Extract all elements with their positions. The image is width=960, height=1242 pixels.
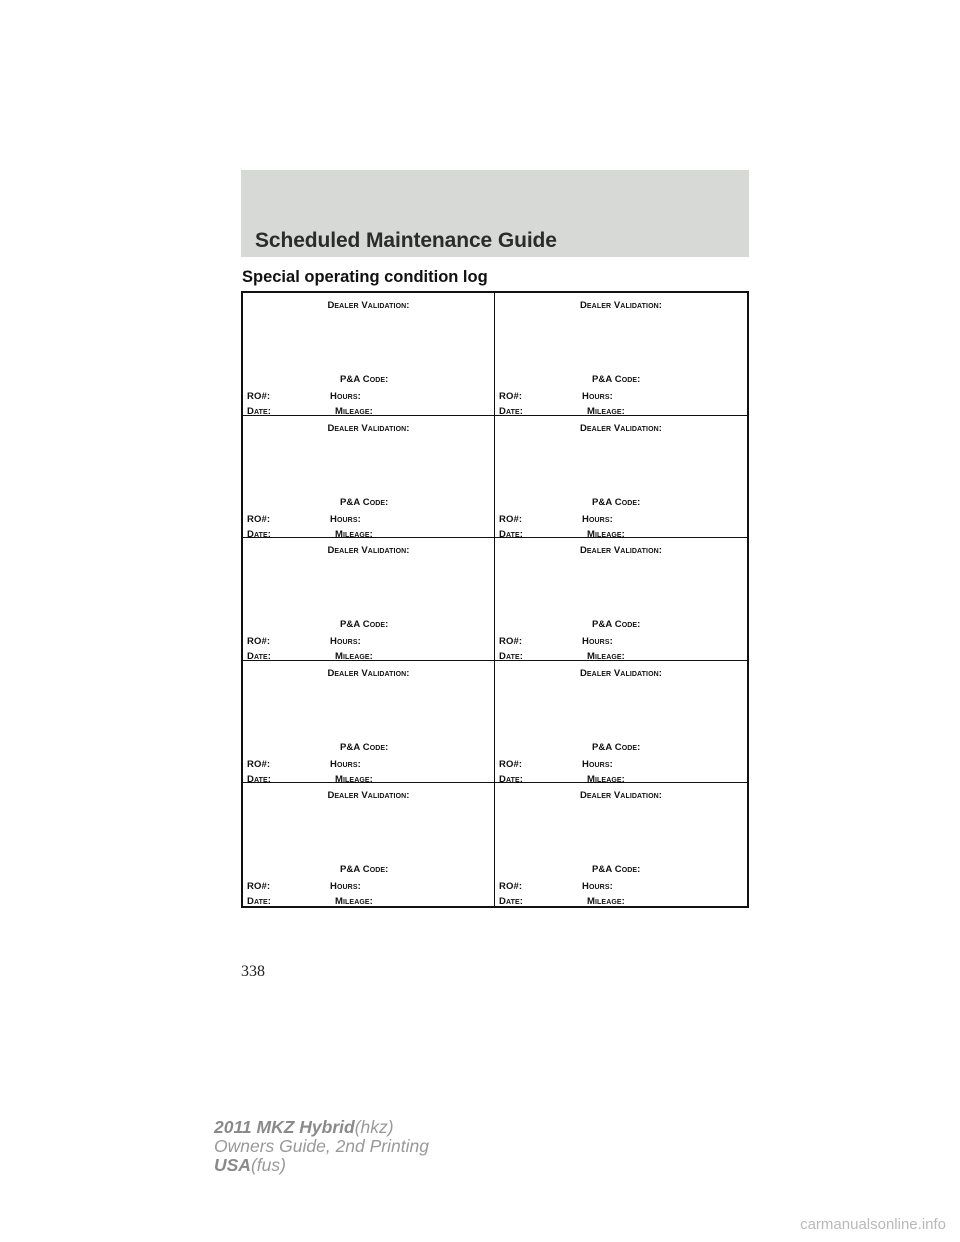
- hours-label: Hours:: [330, 881, 361, 893]
- dealer-validation-label: Dealer Validation:: [579, 790, 663, 802]
- date-label: Date:: [499, 896, 524, 908]
- footer-region-code: (fus): [250, 1155, 286, 1175]
- hours-label: Hours:: [582, 881, 613, 893]
- ro-label: RO#:: [247, 391, 271, 402]
- date-label: Date:: [499, 528, 524, 540]
- dealer-validation-label: Dealer Validation:: [579, 422, 663, 434]
- hours-label: Hours:: [582, 758, 613, 770]
- log-title: Special operating condition log: [242, 268, 488, 286]
- section-title: Scheduled Maintenance Guide: [255, 229, 557, 252]
- pa-code-label: P&A Code:: [592, 741, 641, 753]
- footer-guide: Owners Guide, 2nd Printing: [214, 1136, 429, 1156]
- dealer-validation-label: Dealer Validation:: [327, 790, 410, 802]
- pa-code-label: P&A Code:: [592, 864, 641, 876]
- ro-label: RO#:: [247, 758, 271, 770]
- mileage-label: Mileage:: [335, 896, 373, 908]
- hours-label: Hours:: [582, 513, 613, 525]
- log-entry-cell: [243, 783, 495, 906]
- log-entry-cell: [243, 293, 495, 416]
- mileage-label: Mileage:: [587, 406, 625, 417]
- mileage-label: Mileage:: [587, 651, 625, 663]
- date-label: Date:: [499, 773, 524, 785]
- hours-label: Hours:: [330, 391, 361, 402]
- date-label: Date:: [247, 651, 272, 663]
- hours-label: Hours:: [582, 391, 613, 402]
- ro-label: RO#:: [247, 881, 271, 893]
- date-label: Date:: [247, 773, 272, 785]
- log-entry-cell: [243, 661, 495, 784]
- dealer-validation-label: Dealer Validation:: [327, 300, 410, 311]
- dealer-validation-label: Dealer Validation:: [579, 667, 663, 679]
- page-number: 338: [241, 963, 265, 980]
- ro-label: RO#:: [499, 636, 523, 648]
- ro-label: RO#:: [499, 881, 523, 893]
- dealer-validation-label: Dealer Validation:: [327, 422, 410, 434]
- ro-label: RO#:: [499, 513, 523, 525]
- watermark: carmanualsonline.info: [800, 1216, 946, 1233]
- pa-code-label: P&A Code:: [340, 741, 389, 753]
- footer-model-code: (hkz): [354, 1117, 394, 1137]
- date-label: Date:: [499, 651, 524, 663]
- log-entry-cell: [495, 293, 747, 416]
- pa-code-label: P&A Code:: [592, 496, 641, 508]
- date-label: Date:: [499, 406, 524, 417]
- hours-label: Hours:: [330, 758, 361, 770]
- log-entry-cell: [495, 538, 747, 661]
- ro-label: RO#:: [247, 513, 271, 525]
- date-label: Date:: [247, 406, 272, 417]
- ro-label: RO#:: [499, 391, 523, 402]
- mileage-label: Mileage:: [335, 406, 373, 417]
- ro-label: RO#:: [499, 758, 523, 770]
- footer-model: 2011 MKZ Hybrid: [214, 1117, 355, 1137]
- date-label: Date:: [247, 528, 272, 540]
- date-label: Date:: [247, 896, 272, 908]
- log-entry-cell: [243, 538, 495, 661]
- pa-code-label: P&A Code:: [592, 619, 641, 631]
- hours-label: Hours:: [330, 513, 361, 525]
- pa-code-label: P&A Code:: [340, 864, 389, 876]
- log-entry-cell: [495, 783, 747, 906]
- log-table: [241, 291, 749, 908]
- dealer-validation-label: Dealer Validation:: [579, 300, 663, 311]
- hours-label: Hours:: [582, 636, 613, 648]
- log-entry-cell: [495, 661, 747, 784]
- dealer-validation-label: Dealer Validation:: [327, 545, 410, 557]
- pa-code-label: P&A Code:: [592, 374, 641, 385]
- dealer-validation-label: Dealer Validation:: [327, 667, 410, 679]
- mileage-label: Mileage:: [587, 896, 625, 908]
- pa-code-label: P&A Code:: [340, 496, 389, 508]
- mileage-label: Mileage:: [335, 773, 373, 785]
- ro-label: RO#:: [247, 636, 271, 648]
- mileage-label: Mileage:: [335, 651, 373, 663]
- dealer-validation-label: Dealer Validation:: [579, 545, 663, 557]
- pa-code-label: P&A Code:: [340, 619, 389, 631]
- log-entry-cell: [243, 416, 495, 539]
- mileage-label: Mileage:: [335, 528, 373, 540]
- pa-code-label: P&A Code:: [340, 374, 389, 385]
- mileage-label: Mileage:: [587, 773, 625, 785]
- footer-region: USA: [214, 1155, 251, 1175]
- log-entry-cell: [495, 416, 747, 539]
- mileage-label: Mileage:: [587, 528, 625, 540]
- hours-label: Hours:: [330, 636, 361, 648]
- footer: [214, 1118, 429, 1175]
